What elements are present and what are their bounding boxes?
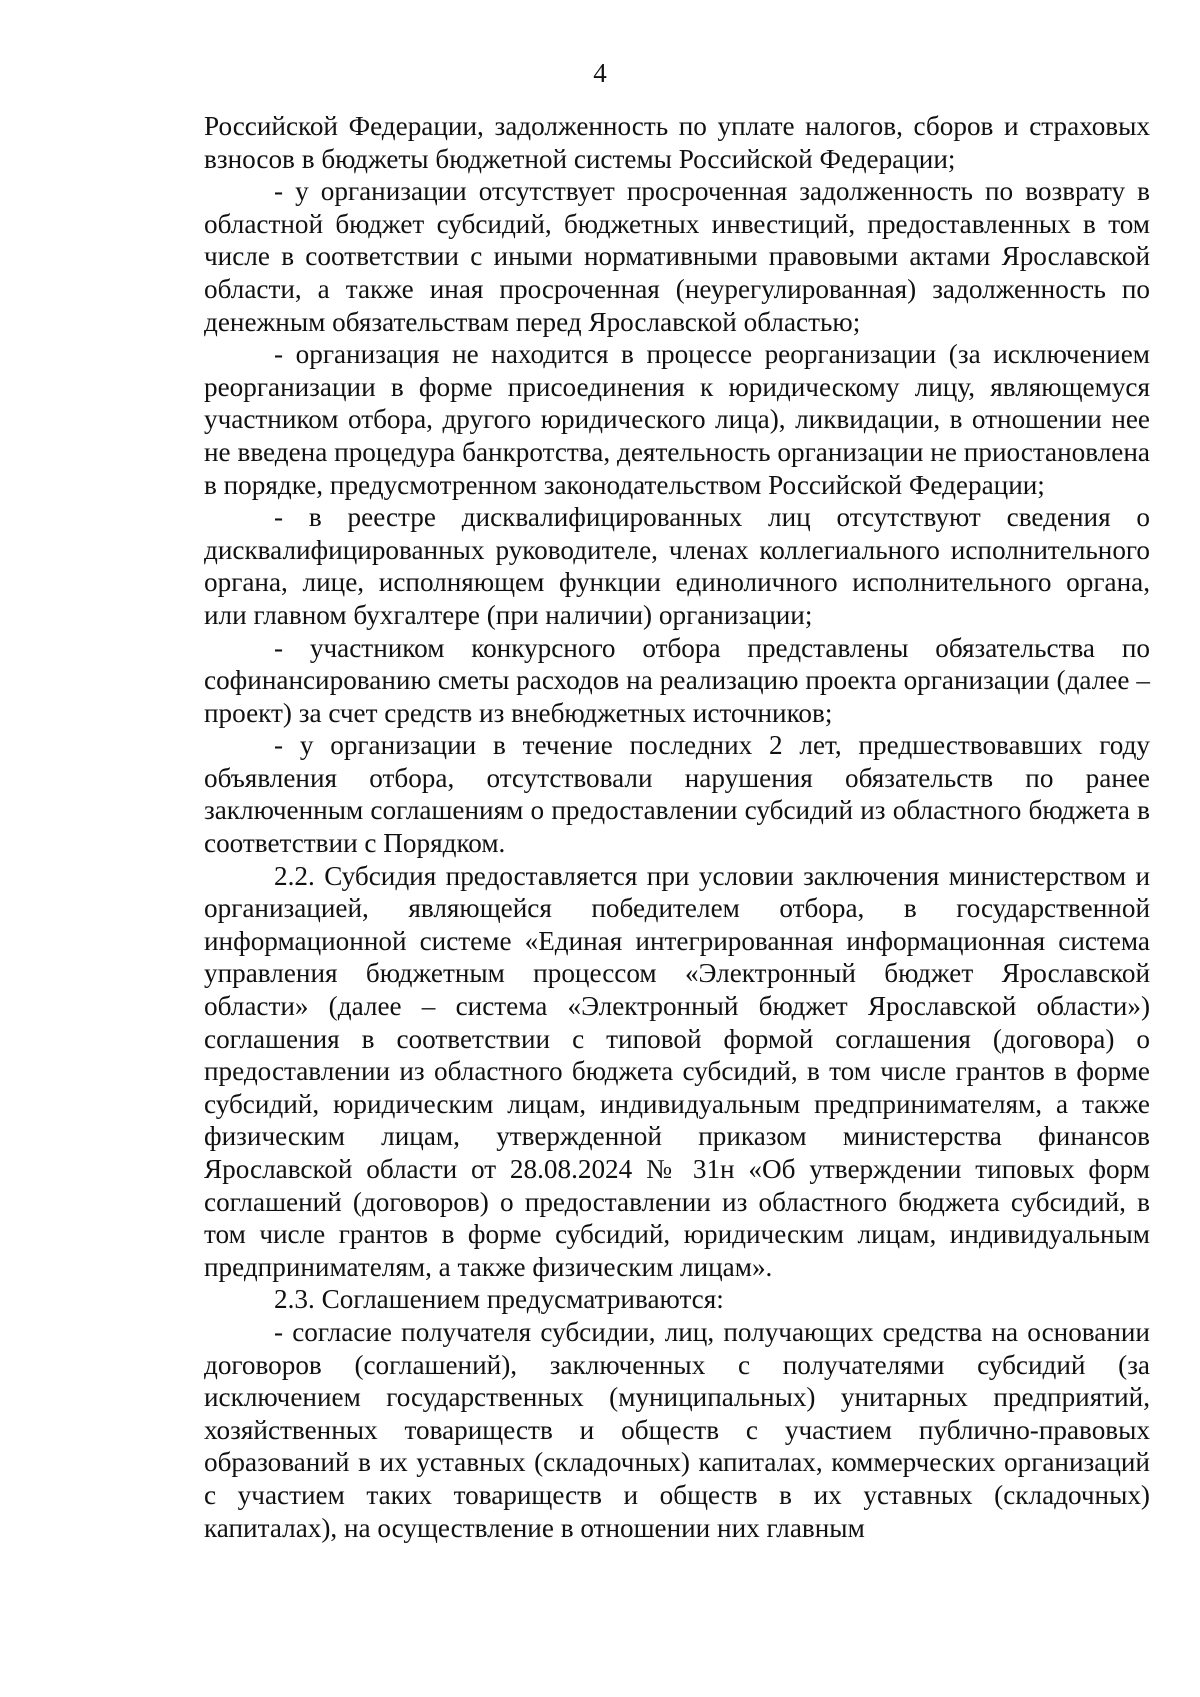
paragraph-cofinancing: - участником конкурсного отбора представлены обязательства по софинансированию сметы расходов на реализацию проекта организации (далее – проект) за счет средств из внебюджетных источников;: [204, 632, 1150, 728]
document-body: [204, 110, 1150, 1544]
paragraph-section-2-2: 2.2. Субсидия предоставляется при условии заключения министерством и организацией, являющейся победителем отбора, в государственной информационной системе «Единая интегрированная информационная система управления бюджетным процессом «Электронный бюджет Ярославской области» (далее – система «Электронный бюджет Ярославской области») соглашения в соответствии с типовой формой соглашения (договора) о предоставлении из областного бюджета субсидий, в том числе грантов в форме субсидий, юридическим лицам, индивидуальным предпринимателям, а также физическим лицам, утвержденной приказом министерства финансов Ярославской области от 28.08.2024 № 31н «Об утверждении типовых форм соглашений (договоров) о предоставлении из областного бюджета субсидий, в том числе грантов в форме субсидий, юридическим лицам, индивидуальным предпринимателям, а также физическим лицам».: [204, 860, 1150, 1282]
paragraph-no-violations: - у организации в течение последних 2 лет, предшествовавших году объявления отбора, отсутствовали нарушения обязательств по ранее заключенным соглашениям о предоставлении субсидий из областного бюджета в соответствии с Порядком.: [204, 730, 1150, 859]
paragraph-continuation: Российской Федерации, задолженность по уплате налогов, сборов и страховых взносов в бюджеты бюджетной системы Российской Федерации;: [204, 111, 1150, 174]
paragraph-disqualified-registry: - в реестре дисквалифицированных лиц отсутствуют сведения о дисквалифицированных руководителе, членах коллегиального исполнительного органа, лице, исполняющем функции единоличного исполнительного органа, или главном бухгалтере (при наличии) организации;: [204, 502, 1150, 630]
paragraph-section-2-3: 2.3. Соглашением предусматриваются:: [274, 1284, 724, 1315]
page-number: 4: [593, 58, 607, 88]
paragraph-consent: - согласие получателя субсидии, лиц, получающих средства на основании договоров (соглашений), заключенных с получателями субсидий (за исключением государственных (муниципальных) унитарных предприятий, хозяйственных товариществ и обществ с участием публично-правовых образований в их уставных (складочных) капиталах, коммерческих организаций с участием таких товариществ и обществ в их уставных (складочных) капиталах), на осуществление в отношении них главным: [204, 1316, 1150, 1543]
paragraph-no-reorganization: - организация не находится в процессе реорганизации (за исключением реорганизации в форме присоединения к юридическому лицу, являющемуся участником отбора, другого юридического лица), ликвидации, в отношении нее не введена процедура банкротства, деятельность организации не приостановлена в порядке, предусмотренном законодательством Российской Федерации;: [204, 339, 1150, 500]
paragraph-no-overdue-debt: - у организации отсутствует просроченная задолженность по возврату в областной бюджет субсидий, бюджетных инвестиций, предоставленных в том числе в соответствии с иными нормативными правовыми актами Ярославской области, а также иная просроченная (неурегулированная) задолженность по денежным обязательствам перед Ярославской областью;: [204, 176, 1150, 337]
